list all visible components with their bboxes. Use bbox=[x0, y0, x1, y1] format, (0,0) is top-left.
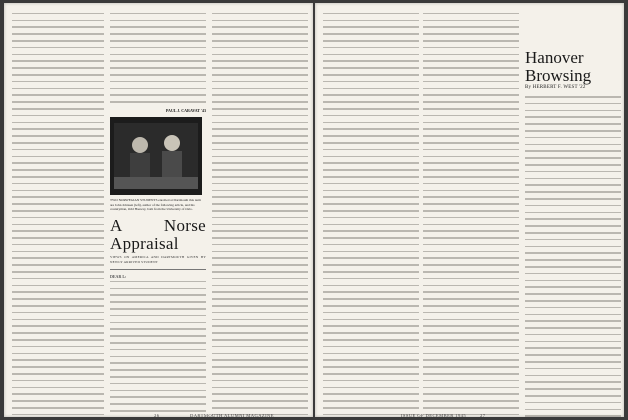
column-title: Hanover Browsing bbox=[525, 48, 592, 85]
magazine-spread bbox=[4, 3, 624, 417]
right-page-number: 27 bbox=[480, 413, 486, 417]
left-col-2 bbox=[110, 11, 206, 417]
left-col-1 bbox=[12, 11, 104, 417]
right-page bbox=[315, 3, 624, 417]
left-col-3 bbox=[212, 11, 308, 417]
divider bbox=[110, 269, 206, 270]
left-page-number: 26 bbox=[154, 413, 160, 417]
article-subhead: VIEWS ON AMERICA AND DARTMOUTH GIVEN BY NEWLY ARRIVED STUDENT bbox=[110, 255, 206, 264]
column-byline: By HERBERT F. WEST '22 bbox=[525, 85, 586, 90]
right-col-2 bbox=[423, 11, 519, 417]
author-signature: PAUL J. CARAVAT '43 bbox=[165, 108, 206, 114]
left-page bbox=[4, 3, 313, 417]
right-col-3 bbox=[525, 47, 621, 417]
photo-caption: TWO NORWEGIAN STUDENTS enrolled at Dartmouth this term are John Johnsen (left), author of the following article, and his countryman, Odd Haaway, both from the University of Oslo. bbox=[110, 198, 202, 211]
letter-salutation: DEAR L: bbox=[110, 273, 127, 279]
students-photo bbox=[110, 117, 202, 195]
magazine-name: DARTMOUTH ALUMNI MAGAZINE bbox=[190, 413, 274, 417]
right-col-1 bbox=[323, 11, 419, 417]
article-headline: A Norse Appraisal bbox=[110, 216, 206, 254]
issue-date: ISSUE OF DECEMBER 1945 bbox=[401, 413, 467, 417]
photo-image bbox=[110, 117, 202, 195]
